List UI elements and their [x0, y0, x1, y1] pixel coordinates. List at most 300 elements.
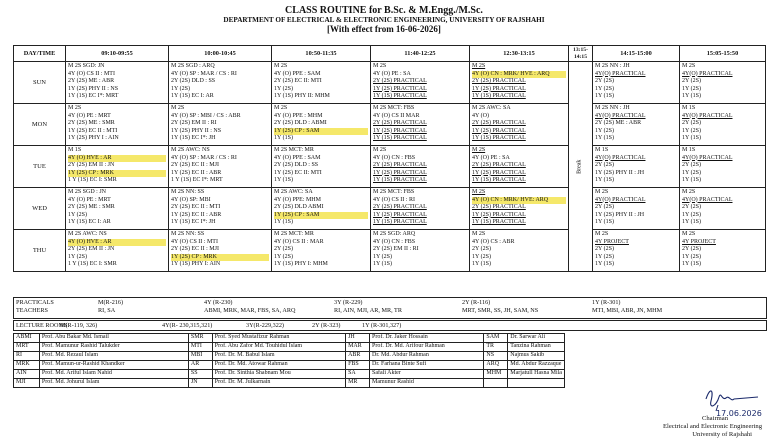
cell-line: 1Y (1S)	[373, 261, 392, 267]
teacher-name: Prof. Dr. Md. Atowar Rahman	[212, 361, 345, 370]
cell-line: 1Y (2S) PHY II : NS	[171, 127, 222, 134]
cell-line: M 2S	[373, 63, 387, 69]
cell-line: 2Y (2S) ME : ABR	[68, 78, 115, 84]
col-slot-7: 15:05-15:50	[680, 46, 766, 62]
department-name: DEPARTMENT OF ELECTRICAL & ELECTRONIC ENGINEERING, UNIVERSITY OF RAJSHAHI	[223, 16, 545, 25]
cell-line: 1Y (2S) PRACTICAL	[373, 85, 427, 92]
cell-line: 4Y(O) PRACTICAL	[595, 70, 646, 77]
cell-line: 1Y (1S)	[682, 177, 701, 183]
col-slot-3: 10:50-11:35	[272, 46, 371, 62]
col-break: 13:15-14:15	[569, 46, 593, 62]
cell-line: M 2S SGD : JN	[68, 189, 107, 195]
practicals-label: PRACTICALS	[16, 299, 54, 306]
practical-group: 4Y (R-230) ABMI, MRK, MAR, FBS, SA, ARQ	[204, 299, 296, 314]
cell-line: 4Y(O) PRACTICAL	[682, 154, 733, 161]
cell-line: 1Y (2S) EC II : ABR	[171, 211, 222, 218]
cell-line: 2Y (2S) ME : ABR	[595, 120, 642, 126]
routine-cell	[680, 104, 766, 146]
cell-line: 2Y (2S)	[595, 246, 614, 252]
cell-line: 1Y (2S)	[682, 169, 701, 176]
effect-date: [With effect from 16-06-2026]	[327, 24, 441, 35]
cell-line: M 2S AWC: SA	[274, 189, 313, 195]
teacher-name: Md. Abdur Razzaque	[508, 361, 565, 370]
col-slot-1: 09:10-09:55	[66, 46, 169, 62]
routine-cell	[470, 62, 569, 104]
cell-line: 2Y (2S)	[682, 204, 701, 210]
cell-line: 4Y (O) HVE : AR	[68, 239, 166, 247]
chairman-title: Chairman	[701, 415, 728, 422]
teacher-name: Prof. Md. Rezaul Islam	[39, 352, 188, 361]
lecture-room: 1Y (R-301,327)	[362, 322, 402, 329]
cell-line: 1Y (2S) CP : MRK	[171, 254, 269, 262]
cell-line: M 2S SGD: JN	[68, 63, 105, 69]
cell-line: 2Y (2S) ME : SMR	[68, 204, 115, 210]
cell-line: M 2S	[472, 147, 486, 153]
teacher-row	[14, 370, 565, 379]
cell-line: M 1S	[595, 147, 609, 153]
teacher-code: ABR	[346, 352, 370, 361]
cell-line: 1Y (2S)	[68, 211, 87, 218]
day-label: MON	[14, 104, 66, 146]
cell-line: M 2S	[472, 63, 486, 69]
chairman-block	[663, 415, 762, 439]
cell-line: 1Y (1S)	[595, 93, 614, 99]
cell-line: 1Y (1S) PRACTICAL	[472, 135, 526, 141]
cell-line: 2Y (2S) EM II : RI	[373, 246, 419, 252]
routine-header-row	[14, 46, 766, 62]
cell-line: 4Y(O) PRACTICAL	[682, 70, 733, 77]
teacher-code: MRK	[14, 361, 40, 370]
cell-line: 4Y(O) PRACTICAL	[682, 196, 733, 203]
cell-line: 4Y (O) PE : SA	[373, 70, 411, 77]
cell-line: 2Y (2S) EC II : MTI	[171, 204, 221, 210]
teacher-name: Dr. Sarwar Ali	[508, 334, 565, 343]
cell-line: 4Y(O) PRACTICAL	[682, 112, 733, 119]
cell-line: 1Y (1S) PRACTICAL	[373, 219, 427, 225]
routine-cell	[371, 62, 470, 104]
cell-line: M 1S	[682, 147, 696, 153]
cell-line: 2Y (2S)	[595, 78, 614, 84]
page-title: CLASS ROUTINE for B.Sc. & M.Engg./M.Sc.	[285, 5, 483, 16]
routine-cell	[371, 188, 470, 230]
lecture-room: 3Y(R-229,322)	[246, 322, 284, 329]
cell-line: 1Y (1S)	[274, 219, 293, 225]
cell-line: 4Y (O) CS II MAR	[373, 112, 420, 119]
cell-line: 2Y (2S) PRACTICAL	[373, 204, 427, 210]
teacher-code: JH	[346, 334, 370, 343]
teacher-code: MJI	[14, 379, 40, 388]
cell-line: 1Y (1S)	[595, 261, 614, 267]
cell-line: 1Y (2S) CP : SAM	[274, 212, 368, 220]
cell-line: 1Y (2S)	[373, 253, 392, 260]
teacher-code: SMR	[188, 334, 212, 343]
teacher-code: TR	[484, 343, 508, 352]
cell-line: 2Y (2S) DLD : ABMI	[274, 120, 327, 126]
teacher-name: Prof. Dr. Md. Arifour Rahman	[369, 343, 483, 352]
cell-line: 1Y (1S)	[682, 135, 701, 141]
teacher-name: Prof. Syed Mustafizur Rahman	[212, 334, 345, 343]
routine-header	[0, 5, 768, 34]
teacher-name: Mamunur Rashid	[369, 379, 483, 388]
practical-group: M(R-216) RI, SA	[98, 299, 124, 314]
cell-line: M 2S AWC: NS	[68, 231, 107, 237]
cell-line: 1Y (2S) PRACTICAL	[373, 127, 427, 134]
cell-line: 2Y (2S) EM II : JN	[68, 162, 115, 168]
teacher-name: Prof. Dr. M. Julkarnain	[212, 379, 345, 388]
cell-line: 1Y (2S)	[682, 127, 701, 134]
col-day-time: DAY/TIME	[14, 46, 66, 62]
routine-cell	[593, 188, 680, 230]
teacher-name: Prof. Abu Zafor Md. Touhidul Islam	[212, 343, 345, 352]
routine-cell	[371, 104, 470, 146]
cell-line: 4Y (O) CN : FBS	[373, 154, 416, 161]
routine-cell	[169, 62, 272, 104]
cell-line: 2Y (2S)	[682, 78, 701, 84]
teacher-row	[14, 352, 565, 361]
lecture-rooms-box	[13, 320, 767, 331]
cell-line: 2Y (2S) PRACTICAL	[472, 204, 526, 210]
cell-line: 1Y (1S) PRACTICAL	[373, 93, 427, 99]
teacher-name: Prof. Md. Ariful Islam Nahid	[39, 370, 188, 379]
teacher-code: ARQ	[484, 361, 508, 370]
teacher-row	[14, 343, 565, 352]
teacher-name: Tanzina Rahman	[508, 343, 565, 352]
cell-line: 4Y PROJECT	[682, 238, 716, 245]
day-label: SUN	[14, 62, 66, 104]
cell-line: M 2S	[682, 231, 696, 237]
teacher-name: Prof. Abu Bakar Md. Ismail	[39, 334, 188, 343]
cell-line: 4Y (O) CN : MRK/ HVE: ARQ	[472, 197, 566, 205]
teacher-code: ABMI	[14, 334, 40, 343]
cell-line: 1Y (1S) PHY I: MHM	[274, 261, 328, 267]
cell-line: 1Y (2S)	[682, 85, 701, 92]
cell-line: 1Y (2S) PRACTICAL	[472, 211, 526, 218]
cell-line: M 2S NN: SS	[171, 231, 205, 237]
routine-cell	[66, 188, 169, 230]
cell-line: 2Y (2S) DLD ABMI	[274, 204, 324, 210]
cell-line: 1Y (2S) EC II : MTI	[68, 127, 118, 134]
cell-line: 1Y (1S)	[274, 177, 293, 183]
cell-line: 2Y (2S) PRACTICAL	[373, 162, 427, 168]
cell-line: 2Y (2S) PRACTICAL	[472, 78, 526, 84]
cell-line: 1 Y (1S) EC I*: MRT	[171, 177, 223, 183]
routine-cell	[169, 146, 272, 188]
cell-line: M 2S	[682, 63, 696, 69]
cell-line: 1Y (1S)	[682, 261, 701, 267]
cell-line: M 2S NN : JH	[595, 63, 630, 69]
teacher-name: Safali Akter	[369, 370, 483, 379]
cell-line: 2Y (2S)	[682, 246, 701, 252]
teacher-code: SS	[188, 370, 212, 379]
cell-line: 4Y(O) PRACTICAL	[595, 112, 646, 119]
cell-line: M 2S MCT: MR	[274, 231, 314, 237]
teacher-name: Prof. Mamunur Rashid Talukder	[39, 343, 188, 352]
cell-line: 4Y (O) SP: MBI	[171, 196, 211, 203]
cell-line: 4Y (O) PPE : MHM	[274, 112, 323, 119]
chairman-university: University of Rajshahi	[692, 431, 752, 438]
cell-line: M 1S	[682, 105, 696, 111]
routine-row-mon	[14, 104, 766, 146]
col-slot-6: 14:15-15:00	[593, 46, 680, 62]
routine-cell	[593, 146, 680, 188]
cell-line: 2Y (2S)	[472, 246, 491, 252]
cell-line: 4Y (O) PE : SA	[472, 154, 510, 161]
routine-cell	[272, 230, 371, 272]
teacher-code: MAR	[346, 343, 370, 352]
routine-cell	[272, 104, 371, 146]
day-label: WED	[14, 188, 66, 230]
routine-cell	[470, 104, 569, 146]
cell-line: 4Y (O) PPE : SAM	[274, 154, 321, 161]
routine-cell	[470, 230, 569, 272]
cell-line: 2Y (2S)	[595, 204, 614, 210]
day-label: THU	[14, 230, 66, 272]
cell-line: 4Y (O) HVE : AR	[68, 155, 166, 163]
cell-line: 2Y (2S) DLD : SS	[274, 162, 319, 168]
cell-line: 1Y (1S) EC I: AR	[171, 93, 214, 99]
teacher-name: Najmus Sakib	[508, 352, 565, 361]
cell-line: M 2S NN : JH	[595, 105, 630, 111]
teacher-code: AR	[188, 361, 212, 370]
lecture-rooms-label: LECTURE ROOMS:	[16, 322, 70, 329]
cell-line: 4Y (O) SP : MBI / CS : ABR	[171, 112, 241, 119]
cell-line: M 2S	[682, 189, 696, 195]
cell-line: M 2S	[472, 231, 486, 237]
cell-line: 1Y (1S) PRACTICAL	[472, 177, 526, 183]
cell-line: 2Y (2S)	[682, 162, 701, 168]
cell-line: 4Y (O) PE : MRT	[68, 196, 111, 203]
routine-row-sun	[14, 62, 766, 104]
teacher-name: Prof. Md. Johurul Islam	[39, 379, 188, 388]
teacher-name: Prof. Dr. Jaker Hossain	[369, 334, 483, 343]
cell-line: M 2S	[472, 189, 486, 195]
cell-line: 1Y (2S) PHY II : NS	[68, 85, 119, 92]
routine-cell	[680, 188, 766, 230]
cell-line: 1Y (2S) PRACTICAL	[373, 169, 427, 176]
routine-cell	[680, 146, 766, 188]
teacher-code: MHM	[484, 370, 508, 379]
cell-line: M 2S AWC: SA	[472, 105, 511, 111]
routine-cell	[272, 188, 371, 230]
practical-group: 2Y (R-116) MRT, SMR, SS, JH, SAM, NS	[462, 299, 539, 314]
cell-line: 1Y (2S) PHY II : JH	[595, 211, 645, 218]
cell-line: M 2S	[68, 105, 82, 111]
cell-line: 1Y (2S)	[682, 253, 701, 260]
lecture-room: 2Y (R-323)	[312, 322, 341, 329]
cell-line: M 2S MCT: FBS	[373, 189, 415, 195]
practical-group: 3Y (R-229) RI, AIN, MJI, AR, MR, TR	[334, 299, 402, 314]
cell-line: 4Y (O) CS II : MTI	[171, 238, 218, 245]
routine-cell	[66, 62, 169, 104]
cell-line: 1Y (1S) PRACTICAL	[472, 93, 526, 99]
routine-cell	[66, 104, 169, 146]
cell-line: 1Y (2S)	[68, 253, 87, 260]
routine-cell	[169, 104, 272, 146]
cell-line: 1Y (2S)	[595, 253, 614, 260]
routine-cell	[272, 62, 371, 104]
teacher-name: Prof. Dr. M. Babul Islam	[212, 352, 345, 361]
cell-line: 1Y (2S) PRACTICAL	[472, 85, 526, 92]
cell-line: 1Y (1S) EC I*: MRT	[68, 93, 119, 99]
cell-line: 1Y (2S) PRACTICAL	[472, 127, 526, 134]
cell-line: 2Y (2S)	[274, 246, 293, 252]
practical-group: 1Y (R-301) MTI, MBI, ABR, JN, MHM	[592, 299, 663, 314]
routine-table	[13, 45, 766, 272]
cell-line: M 2S SGD : ARQ	[171, 63, 215, 69]
cell-line: M 2S	[171, 105, 185, 111]
cell-line: 1Y (2S)	[472, 253, 491, 260]
routine-cell	[470, 188, 569, 230]
cell-line: 4Y (O) PPE: MHM	[274, 196, 321, 203]
routine-cell	[272, 146, 371, 188]
cell-line: 1Y (1S) EC I*: JH	[171, 219, 216, 225]
cell-line: 1Y (2S)	[595, 127, 614, 134]
teacher-code: AIN	[14, 370, 40, 379]
cell-line: 1Y (1S) EC I*: JH	[171, 135, 216, 141]
routine-cell	[169, 230, 272, 272]
cell-line: 2Y (2S) EM II : JN	[68, 246, 115, 252]
cell-line: 1Y (2S)	[171, 85, 190, 92]
routine-cell	[593, 104, 680, 146]
cell-line: M 2S	[595, 231, 609, 237]
practicals-box	[13, 297, 767, 319]
teacher-code: SA	[346, 370, 370, 379]
teacher-name: Dr. Md. Abdur Rahman	[369, 352, 483, 361]
cell-line: 2Y (2S) PRACTICAL	[472, 120, 526, 126]
cell-line: 1Y (1S) EC I: AR	[68, 219, 111, 225]
cell-line: 1Y (1S) PRACTICAL	[472, 219, 526, 225]
teacher-code: MTI	[188, 343, 212, 352]
cell-line: 2Y (2S) PRACTICAL	[373, 120, 427, 126]
cell-line: 4Y (O) CS : ABR	[472, 238, 515, 245]
teacher-row	[14, 334, 565, 343]
cell-line: 1 Y (1S) EC I: SMR	[68, 261, 117, 267]
break-cell	[569, 62, 593, 272]
chairman-dept: Electrical and Electronic Engineering	[662, 423, 762, 430]
cell-line: 2Y (2S) ME : SMR	[68, 120, 115, 126]
cell-line: 1Y (1S)	[472, 261, 491, 267]
teacher-name: Marjatull Hasna Mila	[508, 370, 565, 379]
routine-cell	[470, 146, 569, 188]
lecture-room: M(R-119, 326)	[60, 322, 98, 329]
cell-line: 1Y (2S)	[274, 85, 293, 92]
cell-line: 4Y (O) CS II : RI	[373, 196, 415, 203]
cell-line: M 2S MCT: MR	[274, 147, 314, 153]
col-slot-5: 12:30-13:15	[470, 46, 569, 62]
cell-line: 1 Y (1S) EC I: SMR	[68, 177, 117, 183]
cell-line: 1Y (1S)	[274, 135, 293, 141]
day-label: TUE	[14, 146, 66, 188]
teacher-name: Prof. Mamun-ur-Rashid Khandker	[39, 361, 188, 370]
teacher-code: MR	[346, 379, 370, 388]
cell-line: 1Y (2S) CP : MRK	[68, 170, 166, 178]
signature-date: 17.06.2026	[716, 409, 762, 417]
cell-line: 1Y (1S)	[682, 93, 701, 99]
teachers-table	[13, 333, 565, 388]
cell-line: 2Y (2S) EM II : RI	[171, 120, 217, 126]
teacher-code	[484, 379, 508, 388]
col-slot-2: 10:00-10:45	[169, 46, 272, 62]
teacher-code: FBS	[346, 361, 370, 370]
cell-line: 4Y(O) PRACTICAL	[595, 154, 646, 161]
cell-line: 1Y (2S)	[682, 211, 701, 218]
routine-row-thu	[14, 230, 766, 272]
teachers-label: TEACHERS	[16, 307, 48, 314]
break-label: Break	[576, 159, 583, 174]
cell-line: M 2S MCT: FBS	[373, 105, 415, 111]
lecture-room: 4Y(R- 230,315,321)	[162, 322, 213, 329]
cell-line: 1Y (2S) EC II : ABR	[171, 169, 222, 176]
teacher-row	[14, 361, 565, 370]
routine-cell	[593, 62, 680, 104]
routine-cell	[680, 62, 766, 104]
cell-line: 1Y (2S) PRACTICAL	[472, 169, 526, 176]
cell-line: 1Y (2S)	[274, 253, 293, 260]
cell-line: M 2S	[595, 189, 609, 195]
cell-line: 4Y(O) PRACTICAL	[595, 196, 646, 203]
routine-cell	[680, 230, 766, 272]
cell-line: 4Y (O) PPE : SAM	[274, 70, 321, 77]
teacher-code: MRT	[14, 343, 40, 352]
cell-line: 1Y (2S) EC II: MTI	[274, 169, 322, 176]
routine-cell	[66, 146, 169, 188]
routine-row-wed	[14, 188, 766, 230]
routine-row-tue	[14, 146, 766, 188]
cell-line: 1Y (1S) PRACTICAL	[373, 135, 427, 141]
cell-line: 2Y (2S)	[595, 162, 614, 168]
routine-cell	[371, 146, 470, 188]
cell-line: 4Y (O) CS II : MAR	[274, 238, 324, 245]
cell-line: 1Y (1S)	[595, 135, 614, 141]
cell-line: 4Y (O) PE : MRT	[68, 112, 111, 119]
cell-line: M 2S NN: SS	[171, 189, 205, 195]
cell-line: M 1S	[68, 147, 82, 153]
cell-line: 4Y (O)	[472, 112, 489, 119]
cell-line: 2Y (2S) PRACTICAL	[373, 78, 427, 84]
cell-line: 4Y (O) SP : MAR / CS : RI	[171, 70, 237, 77]
cell-line: 2Y (2S)	[682, 120, 701, 126]
routine-cell	[66, 230, 169, 272]
cell-line: 1Y (2S) CP : SAM	[274, 128, 368, 136]
cell-line: 4Y (O) SP : MAR / CS : RI	[171, 154, 237, 161]
teacher-code: RI	[14, 352, 40, 361]
chairman-signature	[700, 385, 762, 417]
cell-line: 4Y PROJECT	[595, 238, 629, 245]
cell-line: 2Y (2S) EC II : MJI	[171, 162, 219, 168]
cell-line: 1Y (1S)	[595, 219, 614, 225]
routine-cell	[593, 230, 680, 272]
cell-line: 1Y (2S) PRACTICAL	[373, 211, 427, 218]
teacher-code: SAM	[484, 334, 508, 343]
cell-line: 4Y (O) CS II : MTI	[68, 70, 115, 77]
cell-line: 1Y (2S) PHY II : JH	[595, 169, 645, 176]
cell-line: 2Y (2S) EC II: MTI	[274, 78, 322, 84]
routine-cell	[169, 188, 272, 230]
cell-line: M 2S	[274, 63, 288, 69]
cell-line: 2Y (2S) EC II : MJI	[171, 246, 219, 252]
cell-line: 2Y (2S) DLD : SS	[171, 78, 216, 84]
cell-line: M 2S SGD: ARQ	[373, 231, 416, 237]
cell-line: 2Y (2S) PRACTICAL	[472, 162, 526, 168]
cell-line: 1Y (1S) PRACTICAL	[373, 177, 427, 183]
cell-line: M 2S AWC: NS	[171, 147, 210, 153]
teacher-name	[508, 379, 565, 388]
cell-line: 1Y (1S)	[595, 177, 614, 183]
cell-line: 1Y (2S)	[595, 85, 614, 92]
cell-line: 4Y (O) CN : FBS	[373, 238, 416, 245]
cell-line: M 2S	[373, 147, 387, 153]
col-slot-4: 11:40-12:25	[371, 46, 470, 62]
